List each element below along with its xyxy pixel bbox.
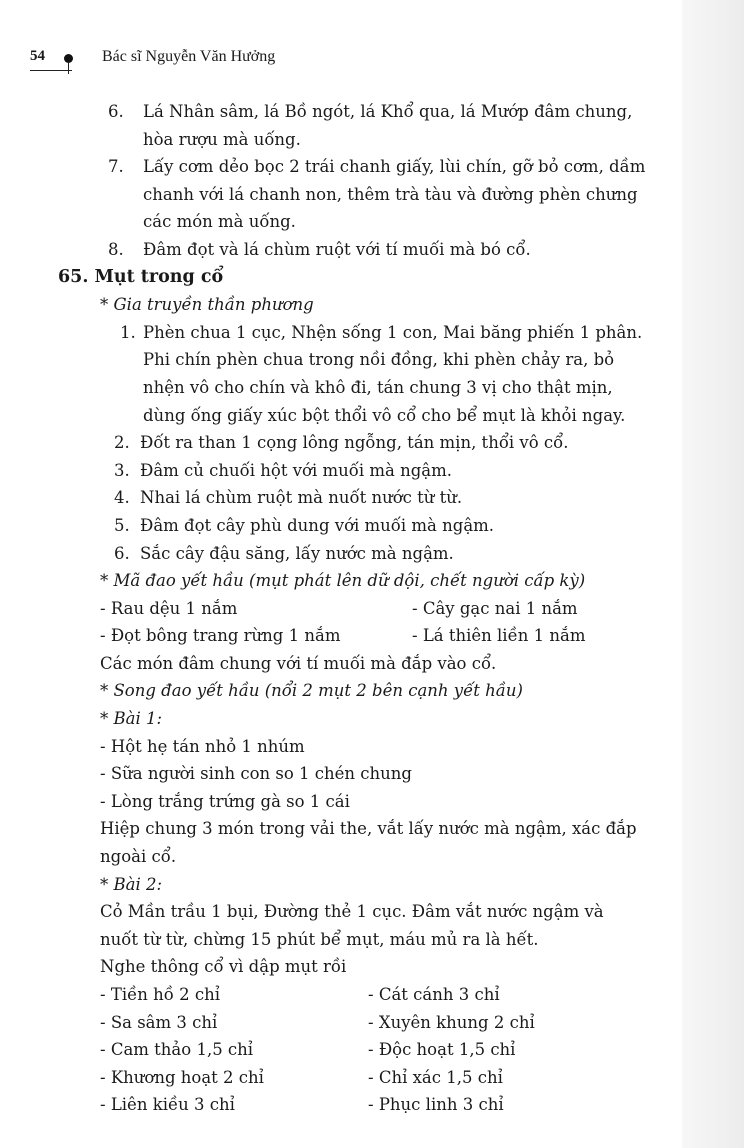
list-item: 3. Đâm củ chuối hột với muối mà ngậm. [114, 460, 453, 480]
page-content: 6. Lá Nhân sâm, lá Bồ ngót, lá Khổ qua, lá Mướp đâm chung, hòa rượu mà uống. 7. Lấy cơm dẻo bọc 2 trái chanh giấy, lùi chín, gỡ bỏ cơm, dầm chanh với lá chanh non, thêm trà tàu và đường phèn chưng các món mà uống. 8. Đâm đọt và lá chùm ruột với tí muối mà bó cổ. 65. Mụt trong cổ * Gia truyền thần phương 1. Phèn chua 1 cục, Nhện sống 1 con, Mai băng phiến 1 phân. Phi chín phèn chua trong nồi đồng, khi phèn chảy ra, bỏ nhện vô cho chín và khô đi, tán chung 3 vị cho thật mịn, dùng ống giấy xúc bột thổi vô cổ cho bể mụt là khỏi ngay. 2. Đốt ra than 1 cọng lông ngỗng, tán mịn, thổi vô cổ. 3. Đâm củ chuối hột với muối mà ngậm. 4. Nhai lá chùm ruột mà nuốt nước từ từ. 5. Đâm đọt cây phù dung với muối mà ngậm. 6. Sắc cây đậu săng, lấy nước mà ngậm. * Mã đao yết hầu (mụt phát lên dữ dội, chết người cấp kỳ) - Rau dệu 1 nắm - Cây gạc nai 1 nắm - Đọt bông trang rừng 1 nắm - Lá thiên liền 1 nắm Các món đâm chung với tí muối mà đắp vào cổ. * Song đao yết hầu (nổi 2 mụt 2 bên cạnh yết hầu) * Bài 1: - Hột hẹ tán nhỏ 1 nhúm - Sữa người sinh con so 1 chén chung - Lòng trắng trứng gà so 1 cái Hiệp chung 3 món trong vải the, vắt lấy nước mà ngậm, xác đắp ngoài cổ. * Bài 2: Cỏ Mần trầu 1 bụi, Đường thẻ 1 cục. Đâm vắt nước ngậm và nuốt từ từ, chừng 15 phút bể mụt, máu mủ ra là hết. Nghe thông cổ vì dập mụt rồi - Tiền hồ 2 chỉ - Cát cánh 3 chỉ - Sa sâm 3 chỉ - Xuyên khung 2 chỉ - Cam thảo 1,5 chỉ - Độc hoạt 1,5 chỉ - Khương hoạt 2 chỉ - Chỉ xác 1,5 chỉ - Liên kiều 3 chỉ - Phục linh 3 chỉ [0, 98, 682, 1119]
ingredient-row: - Hột hẹ tán nhỏ 1 nhúm [100, 736, 305, 756]
list-item: 4. Nhai lá chùm ruột mà nuốt nước từ từ. [114, 488, 463, 508]
list-item: 2. Đốt ra than 1 cọng lông ngỗng, tán mịn, thổi vô cổ. [114, 433, 569, 453]
subheading: * Bài 1: [100, 709, 163, 729]
paragraph: Nghe thông cổ vì dập mụt rồi [100, 957, 347, 977]
ingredient-row: - Tiền hồ 2 chỉ - Cát cánh 3 chỉ [100, 985, 500, 1004]
paragraph: Hiệp chung 3 món trong vải the, vắt lấy nước mà ngậm, xác đắp [100, 819, 637, 839]
header-divider [68, 62, 69, 74]
subheading: * Gia truyền thần phương [100, 295, 314, 315]
running-title: Bác sĩ Nguyễn Văn Hưởng [102, 48, 276, 65]
ingredient-row: - Sa sâm 3 chỉ - Xuyên khung 2 chỉ [100, 1012, 535, 1032]
list-item: 8. Đâm đọt và lá chùm ruột với tí muối mà bó cổ. [108, 239, 531, 259]
list-item: 6. Lá Nhân sâm, lá Bồ ngót, lá Khổ qua, lá Mướp đâm chung, [108, 102, 633, 121]
page-edge-shadow [682, 0, 744, 1148]
list-item: 7. Lấy cơm dẻo bọc 2 trái chanh giấy, lùi chín, gỡ bỏ cơm, dầm [108, 157, 646, 177]
paragraph: Các món đâm chung với tí muối mà đắp vào cổ. [100, 653, 497, 673]
ingredient-row: - Sữa người sinh con so 1 chén chung [100, 764, 412, 784]
header-rule [30, 70, 72, 71]
page-header [30, 44, 670, 72]
subheading: * Mã đao yết hầu (mụt phát lên dữ dội, chết người cấp kỳ) [100, 571, 586, 591]
ingredient-row: - Khương hoạt 2 chỉ - Chỉ xác 1,5 chỉ [100, 1067, 503, 1087]
paragraph: Cỏ Mần trầu 1 bụi, Đường thẻ 1 cục. Đâm vắt nước ngậm và [100, 902, 604, 922]
list-item: 5. Đâm đọt cây phù dung với muối mà ngậm. [114, 515, 495, 535]
ingredient-row: - Lòng trắng trứng gà so 1 cái [100, 791, 350, 811]
page-number: 54 [30, 48, 45, 64]
list-item: 1. Phèn chua 1 cục, Nhện sống 1 con, Mai băng phiến 1 phân. [120, 322, 643, 342]
ingredient-row: - Đọt bông trang rừng 1 nắm - Lá thiên liền 1 nắm [100, 626, 586, 646]
section-heading: 65. Mụt trong cổ [58, 266, 224, 287]
ingredient-row: - Cam thảo 1,5 chỉ - Độc hoạt 1,5 chỉ [100, 1040, 516, 1060]
ingredient-row: - Liên kiều 3 chỉ - Phục linh 3 chỉ [100, 1095, 504, 1115]
ingredient-row: - Rau dệu 1 nắm - Cây gạc nai 1 nắm [100, 598, 578, 618]
list-item: 6. Sắc cây đậu săng, lấy nước mà ngậm. [114, 543, 454, 563]
subheading: * Bài 2: [100, 874, 163, 894]
subheading: * Song đao yết hầu (nổi 2 mụt 2 bên cạnh yết hầu) [100, 681, 523, 701]
